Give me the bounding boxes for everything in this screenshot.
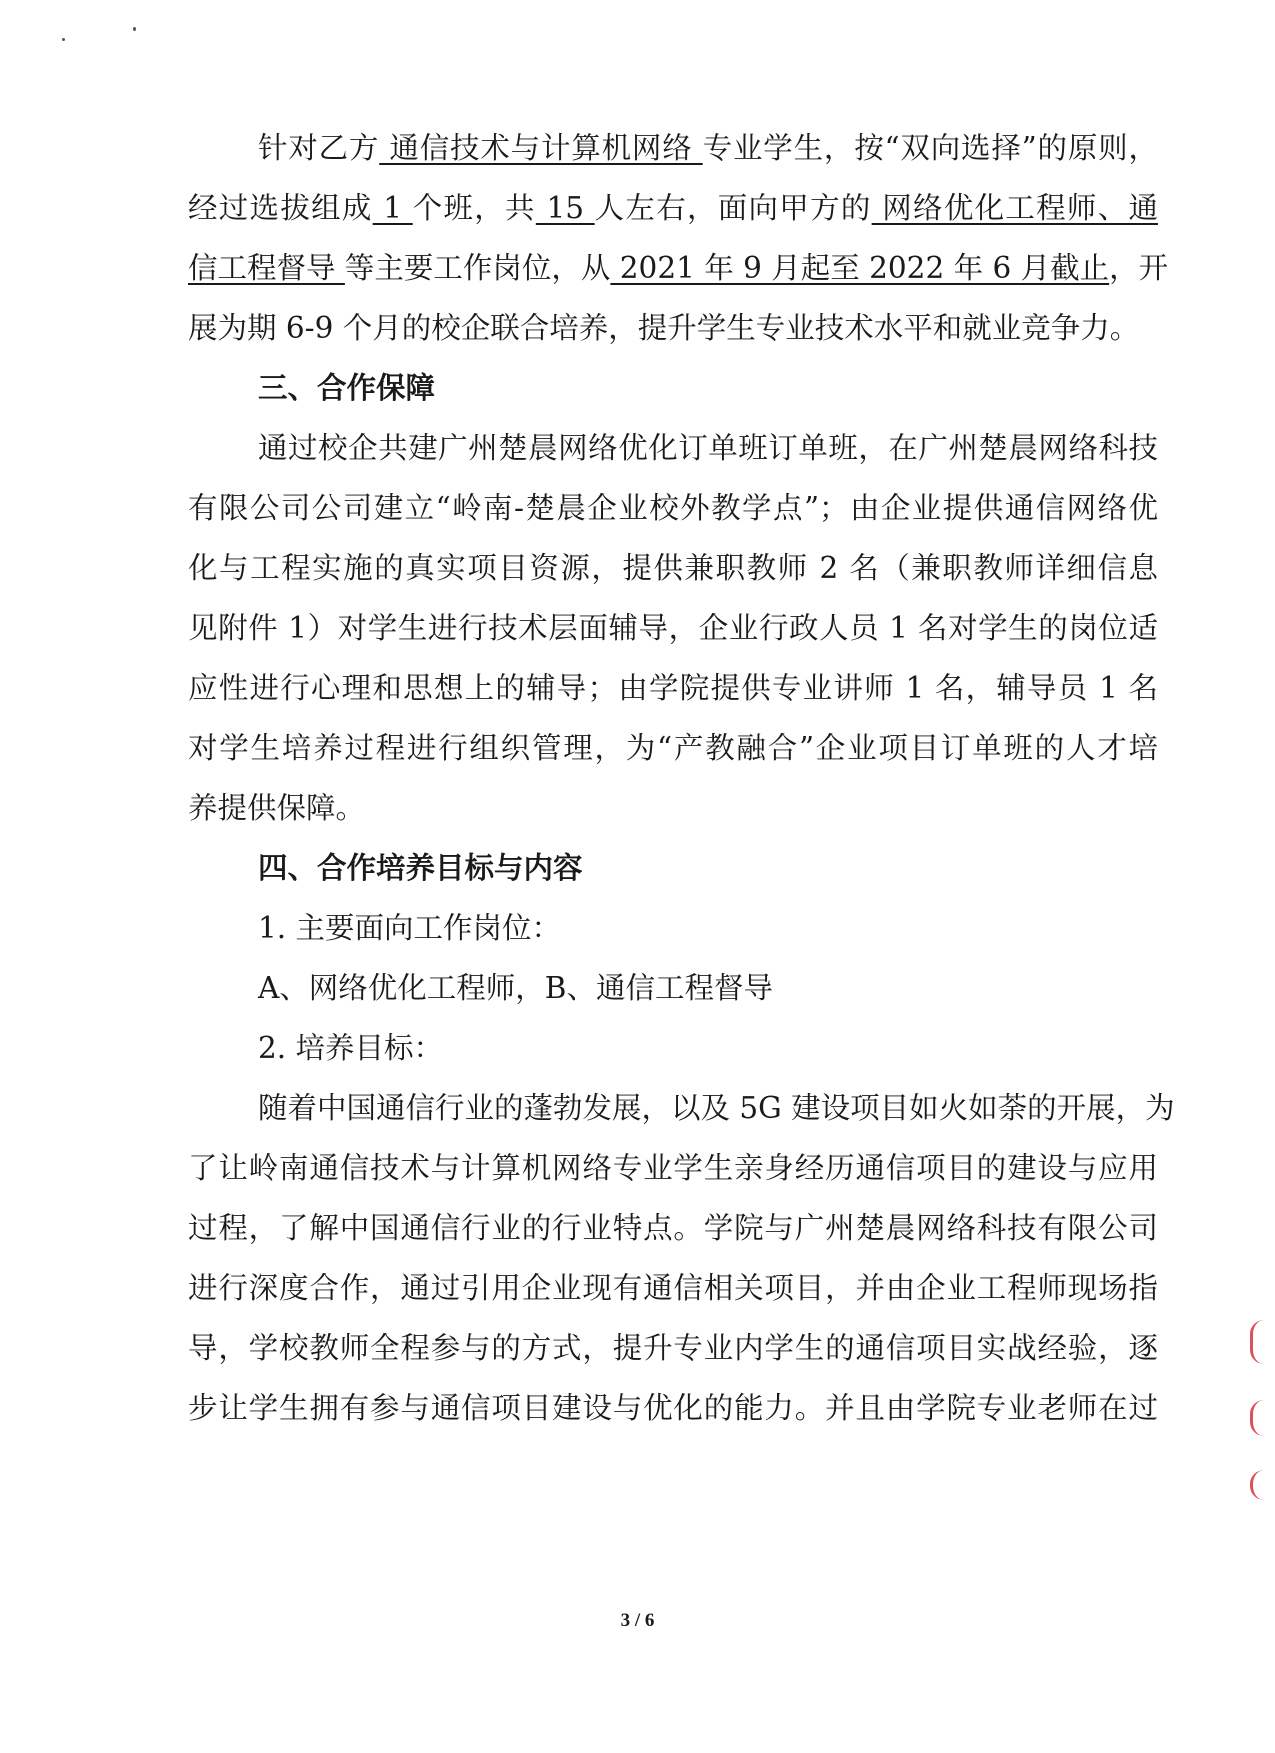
- paragraph-line: 有限公司公司建立“岭南-楚晨企业校外教学点”；由企业提供通信网络优: [188, 491, 1158, 525]
- major-field: 通信技术与计算机网络: [379, 131, 703, 165]
- section-heading: 四、合作培养目标与内容: [258, 850, 583, 885]
- paragraph-line: 见附件 1）对学生进行技术层面辅导，企业行政人员 1 名对学生的岗位适: [188, 611, 1158, 645]
- paragraph-line: 过程，了解中国通信行业的行业特点。学院与广州楚晨网络科技有限公司: [188, 1211, 1158, 1245]
- list-item-content: A、网络优化工程师，B、通信工程督导: [258, 971, 773, 1005]
- seal-stamp-fragment: [1250, 1400, 1275, 1436]
- paragraph-line: 展为期 6-9 个月的校企联合培养，提升学生专业技术水平和就业竞争力。: [188, 311, 1140, 345]
- paragraph-line: [188, 188, 1158, 228]
- paragraph-line: 通过校企共建广州楚晨网络优化订单班订单班，在广州楚晨网络科技: [258, 431, 1158, 465]
- list-item-title: 2. 培养目标：: [258, 1031, 444, 1065]
- positions-field: 信工程督导: [188, 251, 345, 285]
- paragraph-line: 对学生培养过程进行组织管理，为“产教融合”企业项目订单班的人才培: [188, 731, 1158, 765]
- paragraph-line: 了让岭南通信技术与计算机网络专业学生亲身经历通信项目的建设与应用: [188, 1151, 1158, 1185]
- paragraph-line: 养提供保障。: [188, 791, 366, 825]
- paragraph-line: 步让学生拥有参与通信项目建设与优化的能力。并且由学院专业老师在过: [188, 1391, 1158, 1425]
- text-span: 专业学生，按“双向选择”的原则，: [702, 131, 1158, 165]
- paragraph-line: [258, 128, 1158, 168]
- period-field: 2021 年 9 月起至 2022 年 6 月截止: [610, 251, 1110, 285]
- text-span: 经过选拔组成: [188, 191, 373, 225]
- text-span: 等主要工作岗位，从: [344, 251, 611, 285]
- page-number: 3 / 6: [620, 1610, 655, 1631]
- text-span: ，开: [1109, 251, 1169, 285]
- paragraph-line: 应性进行心理和思想上的辅导；由学院提供专业讲师 1 名，辅导员 1 名: [188, 671, 1158, 705]
- list-item-title: 1. 主要面向工作岗位：: [258, 911, 562, 945]
- class-count-field: 1: [372, 191, 413, 225]
- seal-stamp-fragment: [1250, 1470, 1275, 1500]
- positions-field: 网络优化工程师、通: [871, 191, 1158, 225]
- text-span: 针对乙方: [258, 131, 380, 165]
- scan-speck: [62, 38, 65, 41]
- paragraph-line: 导，学校教师全程参与的方式，提升专业内学生的通信项目实战经验，逐: [188, 1331, 1158, 1365]
- paragraph-line: 随着中国通信行业的蓬勃发展，以及 5G 建设项目如火如荼的开展，为: [258, 1091, 1175, 1125]
- scan-speck: [133, 27, 136, 31]
- student-count-field: 15: [535, 191, 595, 225]
- paragraph-line: [188, 248, 1169, 288]
- paragraph-line: 化与工程实施的真实项目资源，提供兼职教师 2 名（兼职教师详细信息: [188, 551, 1158, 585]
- seal-stamp-fragment: [1250, 1320, 1275, 1364]
- paragraph-line: 进行深度合作，通过引用企业现有通信相关项目，并由企业工程师现场指: [188, 1271, 1158, 1305]
- text-span: 人左右，面向甲方的: [594, 191, 872, 225]
- text-span: 个班，共: [412, 191, 536, 225]
- section-heading: 三、合作保障: [258, 370, 436, 405]
